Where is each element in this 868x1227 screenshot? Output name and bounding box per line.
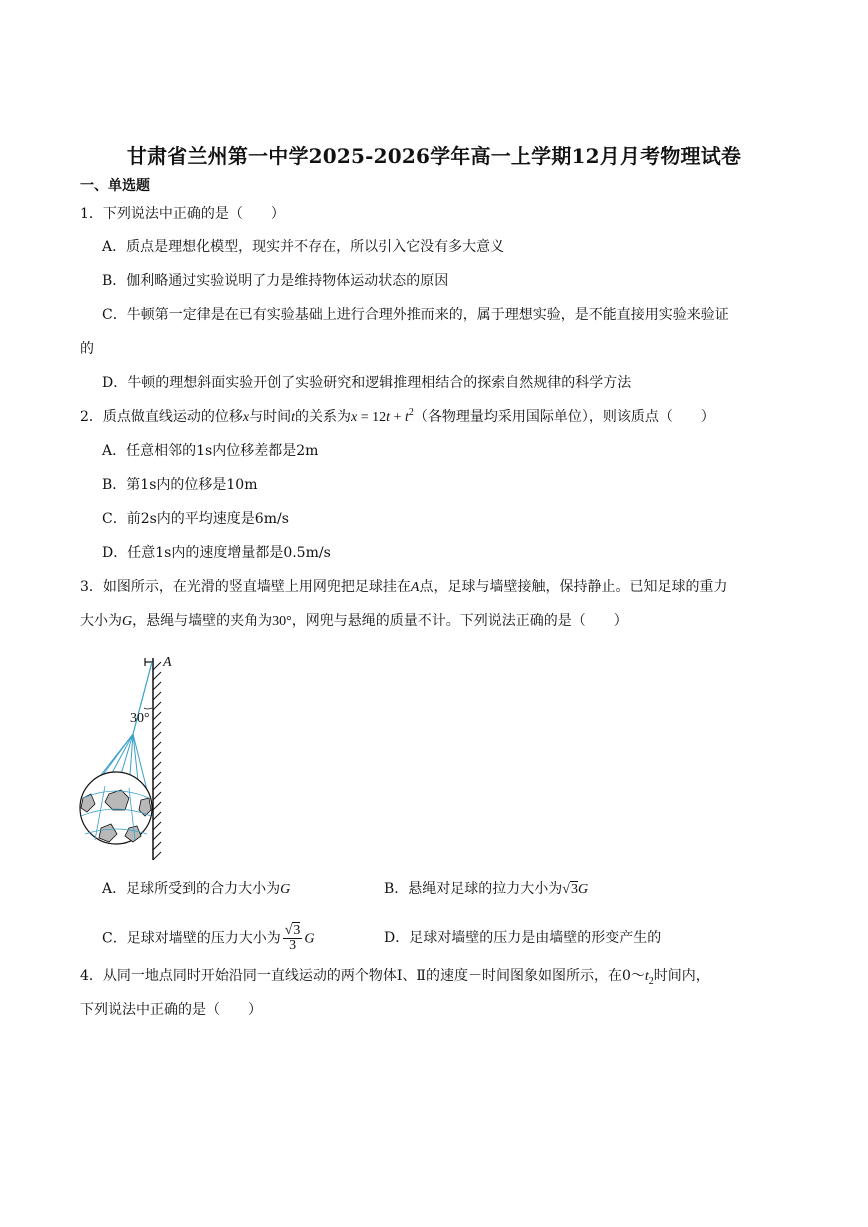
q1-stem: 1．下列说法中正确的是（ ） (80, 206, 285, 222)
q3-stem-line1: 3．如图所示，在光滑的竖直墙壁上用网兜把足球挂在A点，足球与墙壁接触，保持静止。已知足球的重力 (80, 579, 728, 595)
q4-stem-line1: 4．从同一地点同时开始沿同一直线运动的两个物体Ⅰ、Ⅱ的速度－时间图象如图所示，在$0\sim t_2$时间内， (80, 968, 710, 987)
q2-option-a: A．任意相邻的1s内位移差都是2m (102, 443, 319, 459)
angle-arc (144, 708, 152, 709)
point-a-label: A (163, 655, 172, 670)
q2-option-d: D．任意1s内的速度增量都是0.5m/s (102, 545, 331, 561)
q4-stem-line2: 下列说法中正确的是（ ） (80, 1002, 262, 1018)
q2-formula: $x = 12t + t^2$ (351, 407, 414, 425)
q2-stem: 2．质点做直线运动的位移x与时间t的关系为$x = 12t + t^2$（各物理量均采用国际单位），则该质点（ ） (80, 407, 715, 425)
q3-option-c: C．足球对墙壁的压力大小为 $\frac{√3}{3}$ G (102, 923, 315, 953)
q3-option-d: D．足球对墙壁的压力是由墙壁的形变产生的 (384, 930, 662, 946)
q1-option-c: C．牛顿第一定律是在已有实验基础上进行合理外推而来的，属于理想实验，是不能直接用实验来验证 (102, 307, 729, 323)
exam-title: 甘肃省兰州第一中学2025-2026学年高一上学期12月月考物理试卷 (126, 144, 742, 168)
q1-option-b: B．伽利略通过实验说明了力是维持物体运动状态的原因 (102, 273, 449, 289)
q1-option-c-cont: 的 (80, 341, 94, 357)
angle-label: 30° (130, 711, 150, 726)
q1-option-d: D．牛顿的理想斜面实验开创了实验研究和逻辑推理相结合的探索自然规律的科学方法 (102, 375, 632, 391)
q2-option-c: C．前2s内的平均速度是6m/s (102, 511, 289, 527)
wall-hatching (153, 662, 161, 860)
q3-option-b: B．悬绳对足球的拉力大小为√3G (384, 881, 589, 897)
section-heading: 一、单选题 (80, 178, 150, 194)
q3-stem-line2: 大小为G，悬绳与墙壁的夹角为30°，网兜与悬绳的质量不计。下列说法正确的是（ ） (80, 613, 628, 629)
q2-option-b: B．第1s内的位移是10m (102, 477, 258, 493)
q3-option-a: A．足球所受到的合力大小为G (102, 881, 291, 897)
football-wall-figure (75, 648, 185, 866)
fraction: $\frac{√3}{3}$ (284, 923, 301, 953)
q1-option-a: A．质点是理想化模型，现实并不存在，所以引入它没有多大意义 (102, 239, 505, 255)
